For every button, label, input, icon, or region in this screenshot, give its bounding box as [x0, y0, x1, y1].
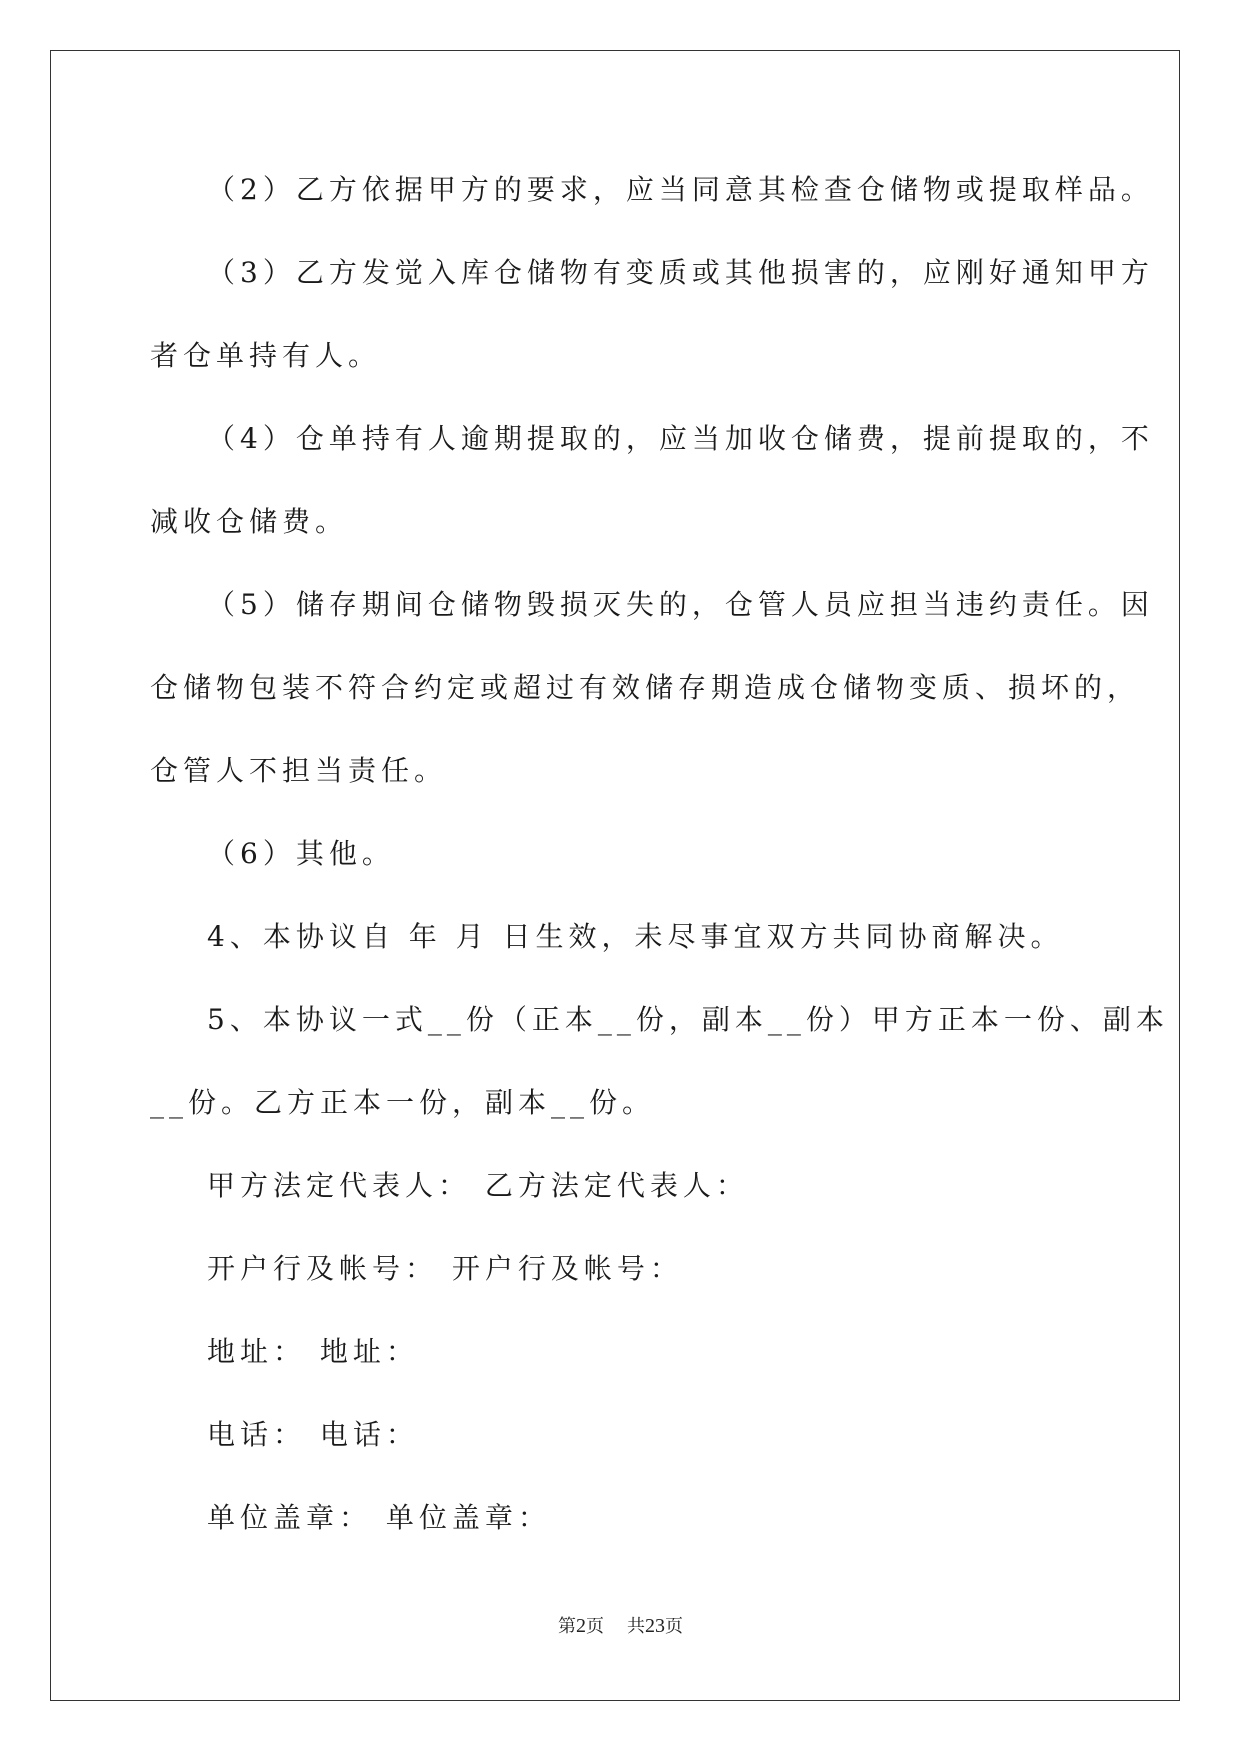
clause-3-3-line2: 者仓单持有人。 [150, 339, 382, 372]
signature-legal-rep: 甲方法定代表人： 乙方法定代表人： [207, 1169, 749, 1202]
footer-total-pages: 23 [644, 1615, 665, 1637]
footer-page-number: 2 [576, 1615, 587, 1637]
signature-phone: 电话： 电话： [207, 1418, 419, 1451]
clause-5-line1: 5、本协议一式__份（正本__份，副本__份）甲方正本一份、副本 [207, 1003, 1169, 1036]
page-border [50, 50, 1180, 1701]
clause-3-2: （2）乙方依据甲方的要求，应当同意其检查仓储物或提取样品。 [207, 173, 1154, 206]
clause-3-5-line3: 仓管人不担当责任。 [150, 754, 448, 787]
clause-4: 4、本协议自 年 月 日生效，未尽事宜双方共同协商解决。 [207, 920, 1064, 953]
footer-page-unit: 页 [586, 1616, 605, 1637]
clause-3-3-line1: （3）乙方发觉入库仓储物有变质或其他损害的，应刚好通知甲方 [207, 256, 1154, 289]
footer-total-unit: 页 [664, 1616, 683, 1637]
clause-5-line2: __份。乙方正本一份，副本__份。 [150, 1086, 656, 1119]
signature-bank-account: 开户行及帐号： 开户行及帐号： [207, 1252, 683, 1285]
clause-3-5-line2: 仓储物包装不符合约定或超过有效储存期造成仓储物变质、损坏的， [150, 671, 1141, 704]
signature-seal: 单位盖章： 单位盖章： [207, 1501, 551, 1534]
footer-total-prefix: 共 [626, 1616, 645, 1637]
clause-3-5-line1: （5）储存期间仓储物毁损灭失的，仓管人员应担当违约责任。因 [207, 588, 1154, 621]
clause-3-4-line1: （4）仓单持有人逾期提取的，应当加收仓储费，提前提取的，不 [207, 422, 1154, 455]
page-footer [0, 1612, 1241, 1638]
clause-3-4-line2: 减收仓储费。 [150, 505, 349, 538]
signature-address: 地址： 地址： [207, 1335, 419, 1368]
clause-3-6: （6）其他。 [207, 837, 395, 870]
footer-prefix: 第 [558, 1616, 577, 1637]
